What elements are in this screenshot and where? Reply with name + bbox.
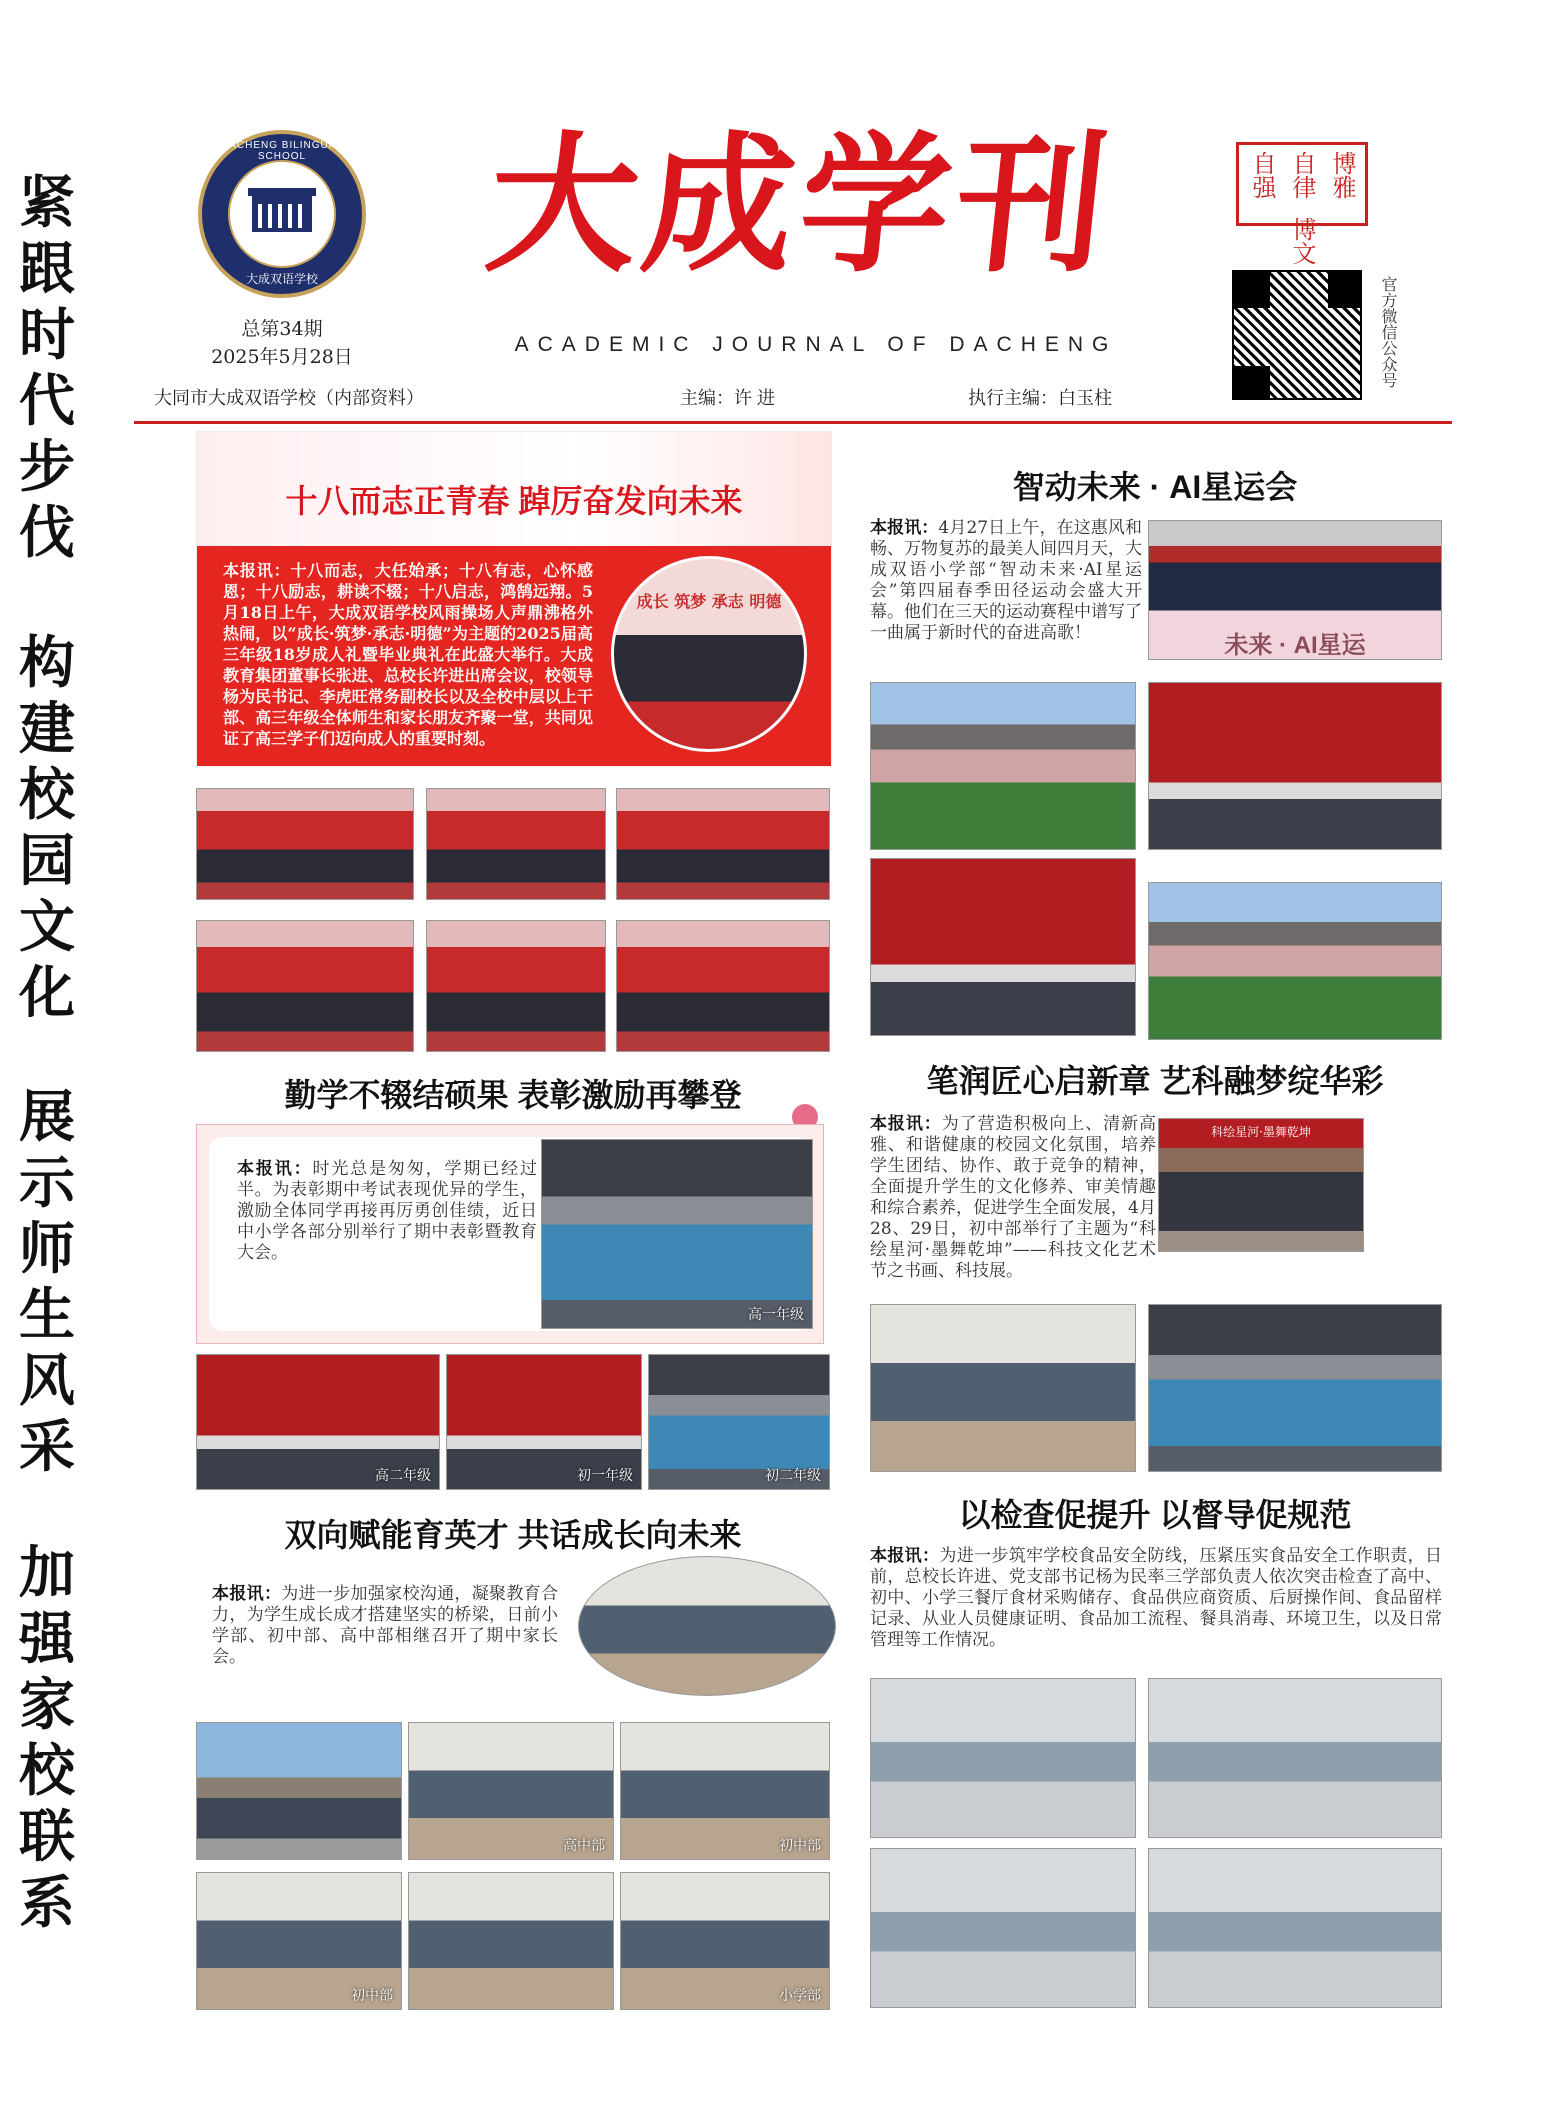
awards-headline: 勤学不辍结硕果 表彰激励再攀登: [284, 1077, 742, 1113]
inspection-photo-2: [1148, 1678, 1442, 1838]
sports-headline: 智动未来 · AI星运会: [1012, 469, 1298, 505]
arts-photo-1: 科绘星河·墨舞乾坤: [1158, 1118, 1364, 1252]
ceremony-photo-5: [426, 920, 606, 1052]
qr-caption: 官方微信公众号: [1379, 276, 1398, 388]
inspection-photo-3: [870, 1848, 1136, 2008]
parents-body: 本报讯：为进一步加强家校沟通，凝聚教育合力，为学生成长成才搭建坚实的桥梁，日前小学部、初中部、高中部相继召开了期中家长会。: [212, 1584, 559, 1667]
arts-headline: 笔润匠心启新章 艺科融梦绽华彩: [926, 1063, 1384, 1099]
inspection-photo-4: [1148, 1848, 1442, 2008]
awards-box: [196, 1124, 824, 1344]
parents-photo-1: [196, 1722, 402, 1860]
inspection-photo-1: [870, 1678, 1136, 1838]
awards-body: 本报讯：时光总是匆匆，学期已经过半。为表彰期中考试表现优异的学生，激励全体同学再接再厉勇创佳绩，近日中小学各部分别举行了期中表彰暨教育大会。: [237, 1159, 538, 1263]
ceremony-photo-4: [196, 920, 414, 1052]
sports-photo-3: [1148, 682, 1442, 850]
parents-oval-photo: [578, 1556, 836, 1696]
ceremony-photo-2: [426, 788, 606, 900]
ceremony-photo-3: [616, 788, 830, 900]
coming-of-age-body: 本报讯：十八而志，大任始承；十八有志，心怀感恩；十八励志，耕读不辍；十八启志，鸿鹄远翔。5月18日上午，大成双语学校风雨操场人声鼎沸格外热闹，以“成长·筑梦·承志·明德”为主题的2025届高三年级18岁成人礼暨毕业典礼在此盛大举行。大成教育集团董事长张进、总校长许进出席会议，校领导杨为民书记、李虎旺常务副校长以及全校中层以上干部、高三年级全体师生和家长朋友齐聚一堂，共同见证了高三学子们迈向成人的重要时刻。: [223, 561, 593, 748]
chief-editor: 主编：许 进: [680, 388, 776, 408]
awards-strip-2: 初一年级: [446, 1354, 642, 1490]
inspection-body: 本报讯：为进一步筑牢学校食品安全防线，压紧压实食品安全工作职责，日前，总校长许进、党支部书记杨为民率三学部负责人依次突击检查了高中、初中、小学三餐厅食材采购储存、食品供应商资质、后厨操作间、食品留样记录、从业人员健康证明、食品加工流程、餐具消毒、环境卫生，以及日常管理等工作情况。: [870, 1546, 1442, 1650]
exec-editor: 执行主编：白玉柱: [968, 388, 1112, 408]
slogan-4: 加强家校联系: [19, 1540, 75, 1936]
sports-photo-2: [870, 682, 1136, 850]
sports-photo-4: [870, 858, 1136, 1036]
issue-number: 总第34期: [241, 318, 323, 340]
ceremony-photo-6: [616, 920, 830, 1052]
publisher: 大同市大成双语学校（内部资料）: [154, 388, 424, 408]
sports-photo-1: 未来 · AI星运: [1148, 520, 1442, 660]
slogan-2: 构建校园文化: [19, 630, 75, 1026]
awards-photo: 高一年级: [541, 1139, 813, 1329]
parents-photo-4: 初中部: [196, 1872, 402, 2010]
ceremony-photo: 成长 筑梦 承志 明德: [611, 556, 807, 752]
issue-date: 2025年5月28日: [211, 346, 353, 368]
masthead-title: 大成学刊: [479, 117, 1122, 293]
slogan-1: 紧跟时代步伐: [19, 170, 75, 566]
school-logo: [198, 130, 366, 298]
seal-stamp: 自强 自律 博雅博文: [1236, 142, 1368, 226]
arts-body: 本报讯：为了营造积极向上、清新高雅、和谐健康的校园文化氛围，培养学生团结、协作、敢于竞争的精神，全面提升学生的文化修养、审美情趣和综合素养，促进学生全面发展，4月28、29日，初中部举行了主题为“科绘星河·墨舞乾坤”——科技文化艺术节之书画、科技展。: [870, 1114, 1157, 1281]
parents-photo-6: 小学部: [620, 1872, 830, 2010]
slogan-3: 展示师生风采: [19, 1084, 75, 1480]
parents-headline: 双向赋能育英才 共话成长向未来: [284, 1517, 742, 1553]
masthead-rule: [134, 421, 1452, 424]
inspection-headline: 以检查促提升 以督导促规范: [958, 1497, 1352, 1533]
arts-photo-3: [1148, 1304, 1442, 1472]
sports-body: 本报讯：4月27日上午，在这惠风和畅、万物复苏的最美人间四月天，大成双语小学部“智动未来·AI星运会”第四届春季田径运动会盛大开幕。他们在三天的运动赛程中谱写了一曲属于新时代的奋进高歌！: [870, 518, 1143, 643]
ceremony-photo-1: [196, 788, 414, 900]
arts-photo-2: [870, 1304, 1136, 1472]
awards-strip-1: 高二年级: [196, 1354, 440, 1490]
logo-cn: 大成双语学校: [245, 272, 318, 286]
coming-of-age-headline: 十八而志正青春 踔厉奋发向未来: [285, 483, 743, 519]
awards-strip-3: 初二年级: [648, 1354, 830, 1490]
parents-photo-5: [408, 1872, 614, 2010]
qr-code[interactable]: [1232, 270, 1362, 400]
logo-text: DACHENG BILINGUAL SCHOOL: [220, 140, 344, 162]
parents-photo-2: 高中部: [408, 1722, 614, 1860]
parents-photo-3: 初中部: [620, 1722, 830, 1860]
sports-photo-5: [1148, 882, 1442, 1040]
masthead-title-en: ACADEMIC JOURNAL OF DACHENG: [514, 333, 1118, 356]
coming-of-age-banner: [196, 431, 832, 767]
